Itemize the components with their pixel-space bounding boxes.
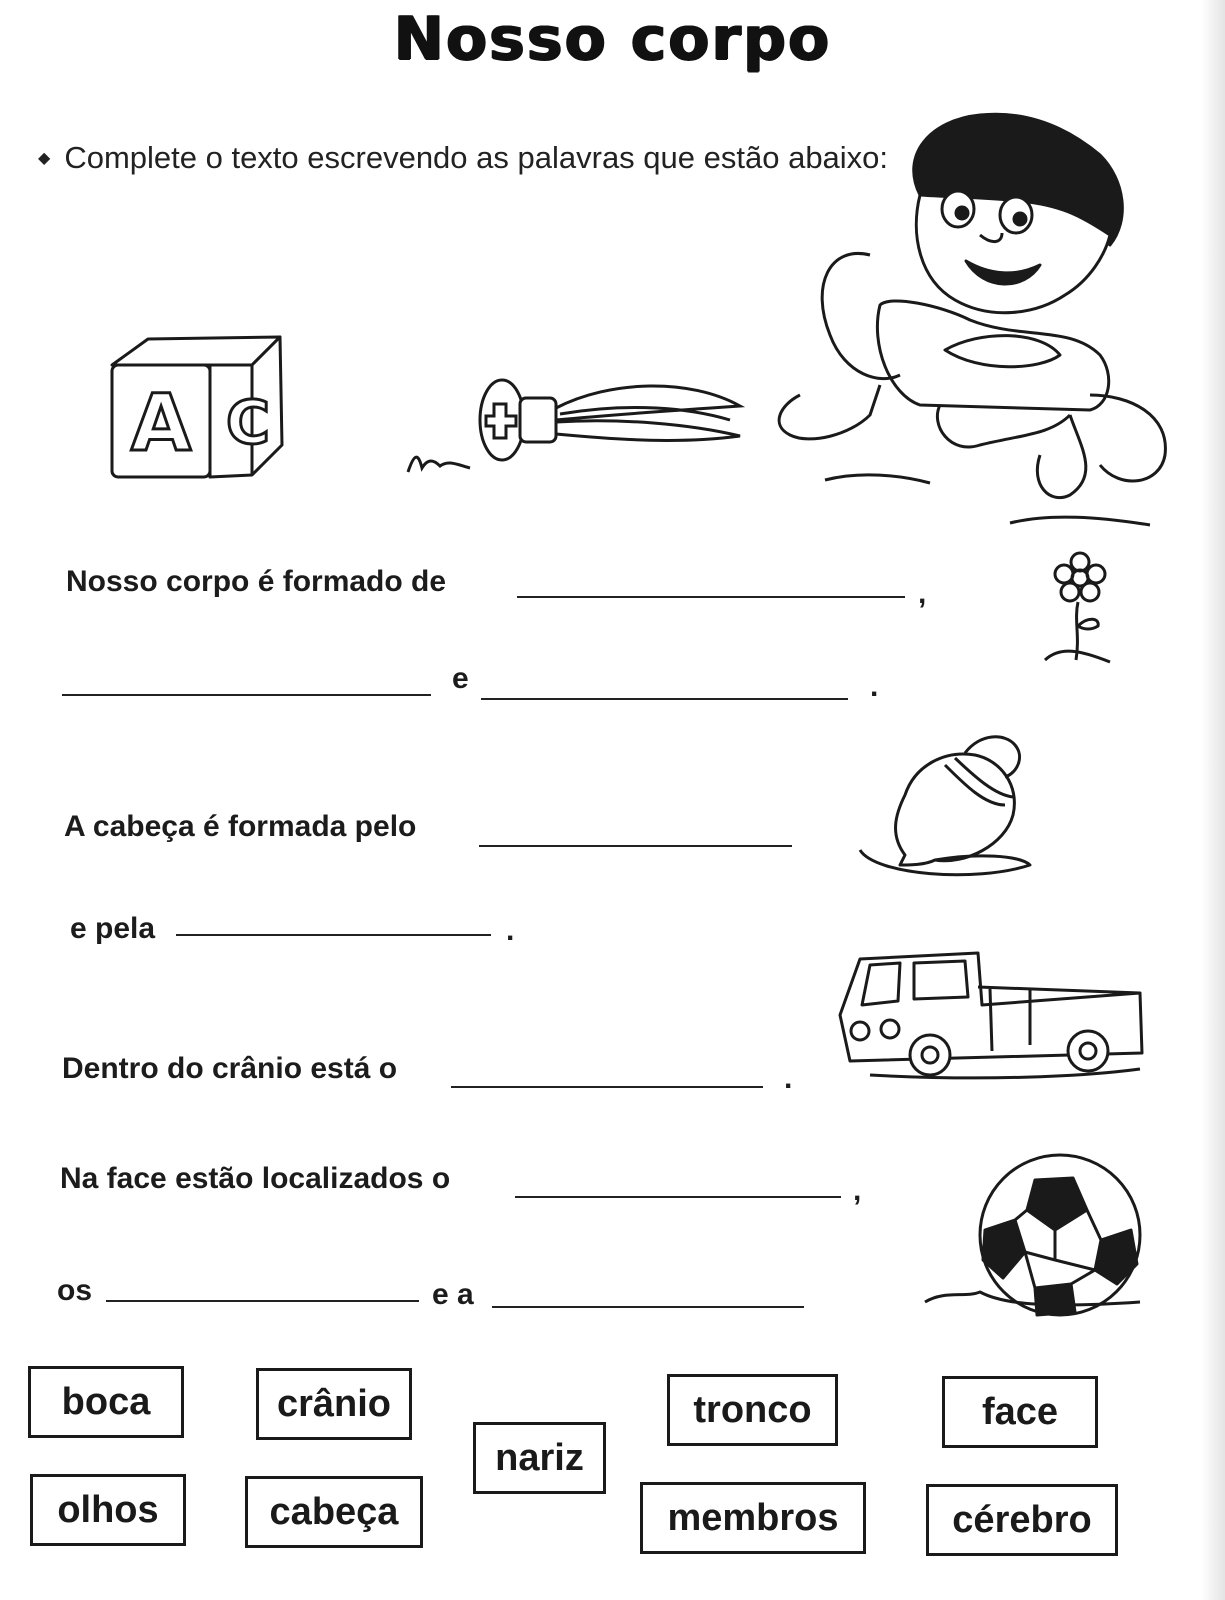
block-letter-a: A [130, 379, 192, 469]
sentence-1-text: Nosso corpo é formado de [66, 565, 447, 598]
soccer-ball-icon [925, 1160, 1150, 1315]
sentence-4-os: os [57, 1274, 93, 1307]
sentence-4-text: Na face estão localizados o [60, 1162, 451, 1195]
word-card-label: face [981, 1390, 1059, 1433]
comma-2: , [853, 1174, 862, 1207]
period-2: . [506, 914, 515, 947]
block-letter-c: C [225, 388, 271, 458]
sentence-4-ea: e a [432, 1278, 474, 1311]
word-card-label: olhos [57, 1488, 159, 1531]
sentence-2-text: A cabeça é formada pelo [64, 810, 417, 843]
word-card-face[interactable] [942, 1376, 1098, 1448]
word-card-label: cérebro [952, 1498, 1092, 1541]
period-3: . [784, 1062, 793, 1095]
truck-icon [830, 945, 1150, 1085]
word-card-label: cabeça [269, 1490, 399, 1533]
word-card-tronco[interactable] [667, 1374, 838, 1446]
period-1: . [870, 670, 879, 703]
word-card-boca[interactable] [28, 1366, 184, 1438]
spinning-top-icon [855, 725, 1045, 890]
worksheet-title: Nosso corpo [393, 4, 832, 74]
blank-line-8[interactable] [106, 1300, 419, 1302]
blank-line-7[interactable] [515, 1196, 841, 1198]
abc-block-icon [100, 325, 300, 495]
sentence-3-text: Dentro do crânio está o [62, 1052, 398, 1085]
blank-line-1[interactable] [517, 596, 905, 598]
instruction-text: Complete o texto escrevendo as palavras que estão abaixo: [64, 140, 889, 175]
word-card-cerebro[interactable] [926, 1484, 1118, 1556]
shuttlecock-icon [400, 360, 760, 490]
blank-line-9[interactable] [492, 1306, 804, 1308]
word-card-label: boca [61, 1380, 151, 1423]
comma-1: , [918, 577, 927, 610]
word-card-cranio[interactable] [256, 1368, 412, 1440]
word-card-label: nariz [495, 1436, 584, 1479]
flower-icon [1040, 550, 1120, 680]
blank-line-5[interactable] [176, 934, 491, 936]
word-card-olhos[interactable] [30, 1474, 186, 1546]
word-card-label: crânio [276, 1382, 392, 1425]
word-card-cabeca[interactable] [245, 1476, 423, 1548]
conjunction-e-1: e [452, 662, 469, 695]
word-card-membros[interactable] [640, 1482, 866, 1554]
blank-line-6[interactable] [451, 1086, 763, 1088]
diamond-bullet-icon: ◆ [38, 150, 51, 167]
word-card-label: membros [667, 1496, 839, 1539]
word-card-nariz[interactable] [473, 1422, 606, 1494]
sentence-2-continuation: e pela [70, 912, 156, 945]
instruction-line [38, 140, 888, 176]
child-playing-illustration [770, 105, 1180, 535]
page-edge-shadow [1201, 0, 1225, 1600]
blank-line-4[interactable] [479, 845, 792, 847]
blank-line-2[interactable] [62, 694, 431, 696]
word-card-label: tronco [693, 1388, 812, 1431]
blank-line-3[interactable] [481, 698, 848, 700]
